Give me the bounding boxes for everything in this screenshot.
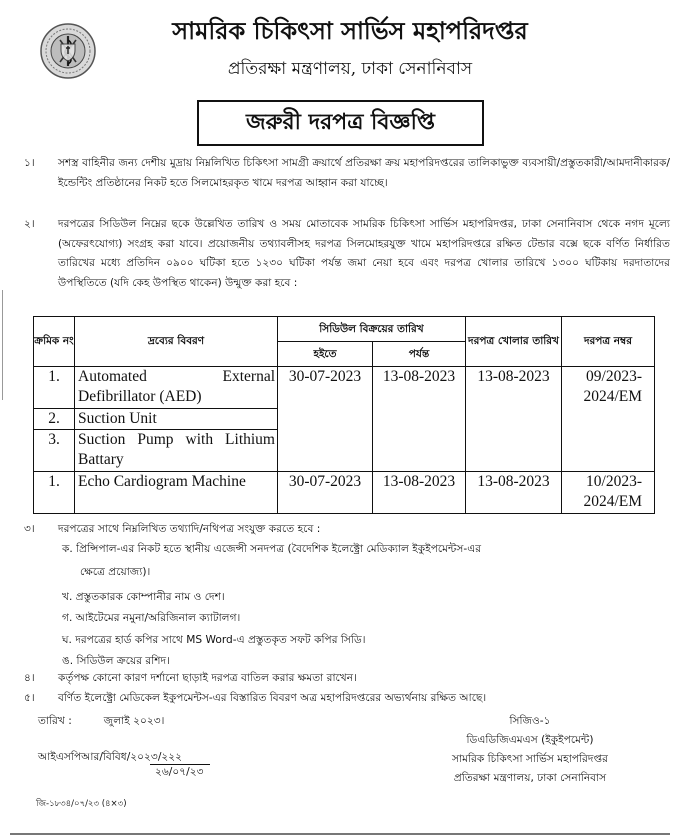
header-tender-no: দরপত্র নম্বর <box>562 317 655 367</box>
paragraph-text: বর্ণিত ইলেক্ট্রো মেডিকেল ইকুপমেন্টস-এর বিস্তারিত বিবরণ অত্র মহাপরিদপ্তরের অভ্যর্থনায় রক্ষিত আছে। <box>58 692 487 704</box>
cell-item: Suction Unit <box>75 409 278 430</box>
requirement-item: ঘ. দরপত্রের হার্ড কপির সাথে MS Word-এ প্রস্তুতকৃত সফট কপির সিডি। <box>62 634 366 646</box>
paragraph-number: ৪। <box>24 672 35 684</box>
table-row <box>34 472 655 514</box>
paragraph-text: দরপত্রের সিডিউল নিম্নের ছকে উল্লেখিত তারিখ ও সময় মোতাবেক সামরিক চিকিৎসা সার্ভিস মহাপরিদপ্তর, ঢাকা সেনানিবাস থেকে নগদ মূল্যে (অফেরৎযোগ্য) সংগ্রহ করা যাবে। প্রয়োজনীয় তথ্যাবলীসহ দরপত্র সিলমোহরযুক্ত খামে মহাপরিদপ্তরে রক্ষিত টেন্ডার বক্সে ছকে বর্ণিত নির্ধারিত তারিখের মধ্যে প্রতিদিন ০৯০০ ঘটিকা হতে ১২৩০ ঘটিকা পর্যন্ত জমা নেয়া হবে এবং দরপত্র খোলার তারিখে ১৩০০ ঘটিকায় দরদাতাদের উপস্থিতিতে (যদি কেহ উপস্থিত থাকেন) উন্মুক্ত করা হবে : <box>58 218 670 289</box>
header-opening: দরপত্র খোলার তারিখ <box>466 317 562 367</box>
cell-serial: 1. <box>34 367 75 409</box>
paragraph-number: ২। <box>24 218 35 230</box>
header-item: দ্রব্যের বিবরণ <box>75 317 278 367</box>
requirement-item: খ. প্রস্তুতকারক কোম্পানীর নাম ও দেশ। <box>62 591 225 603</box>
cell-opening: 13-08-2023 <box>466 472 562 514</box>
signature-line: ডিএডিজিএমএস (ইকুইপমেন্ট) <box>466 734 594 746</box>
notice-banner: জরুরী দরপত্র বিজ্ঞপ্তি <box>197 100 484 146</box>
cell-tender-no: 10/2023-2024/EM <box>562 472 655 514</box>
signature-block <box>400 712 660 788</box>
requirement-item: ঙ. সিডিউল ক্রয়ের রশিদ। <box>62 655 170 667</box>
cell-to: 13-08-2023 <box>373 472 466 514</box>
organization-subtitle: প্রতিরক্ষা মন্ত্রণালয়, ঢাকা সেনানিবাস <box>227 59 473 79</box>
emblem-icon <box>39 22 97 80</box>
signature-line: সিজিও-১ <box>509 715 551 727</box>
issue-date <box>38 712 164 730</box>
header-serial: ক্রমিক নং <box>34 317 75 367</box>
cell-serial: 3. <box>34 430 75 472</box>
scan-edge-line <box>2 290 3 400</box>
cell-serial: 2. <box>34 409 75 430</box>
cell-from: 30-07-2023 <box>278 367 373 472</box>
reference-number: আইএসপিআর/বিবিধ/২০২৩/২২২ <box>38 751 183 763</box>
cell-from: 30-07-2023 <box>278 472 373 514</box>
paragraph-text: দরপত্রের সাথে নিম্নলিখিত তথ্যাদি/নথিপত্র সংযুক্ত করতে হবে : <box>58 523 321 535</box>
date-label: তারিখ : <box>38 715 72 727</box>
signature-line: সামরিক চিকিৎসা সার্ভিস মহাপরিদপ্তর <box>452 753 608 765</box>
paragraph-text: সশস্ত্র বাহিনীর জন্য দেশীয় মুদ্রায় নিম্নলিখিত চিকিৎসা সামগ্রী ক্রয়ার্থে প্রতিরক্ষা ক্রয় মহাপরিদপ্তরের তালিকাভুক্ত ব্যবসায়ী/প্রস্তুতকারী/আমদানীকারক/ইন্ডেন্টিং প্রতিষ্ঠানের নিকট হতে সিলমোহরকৃত খামে দরপত্র আহ্বান করা যাচ্ছে। <box>58 157 670 189</box>
cell-item: Suction Pump with Lithium Battary <box>75 430 278 472</box>
print-code: জি-১৮৩৪/০৭/২৩ (৪×৩) <box>36 799 127 809</box>
requirement-item: গ. আইটেমের নমুনা/অরিজিনাল ক্যাটালগ। <box>62 612 241 624</box>
paragraph-number: ৩। <box>24 523 35 535</box>
date-month: জুলাই ২০২৩। <box>103 715 165 727</box>
header-from: হইতে <box>278 342 373 367</box>
cell-serial: 1. <box>34 472 75 514</box>
scan-edge-line-bottom <box>10 833 670 835</box>
cell-item: Echo Cardiogram Machine <box>75 472 278 514</box>
cell-opening: 13-08-2023 <box>466 367 562 472</box>
reference-date: ২৬/০৭/২৩ <box>155 766 204 778</box>
cell-item: Automated External Defibrillator (AED) <box>75 367 278 409</box>
organization-title: সামরিক চিকিৎসা সার্ভিস মহাপরিদপ্তর <box>172 16 528 45</box>
header-schedule: সিডিউল বিক্রয়ের তারিখ <box>278 317 466 342</box>
tender-table <box>33 316 655 514</box>
requirement-item-cont: ক্ষেত্রে প্রয়োজ্য)। <box>80 566 151 578</box>
table-row <box>34 367 655 409</box>
cell-to: 13-08-2023 <box>373 367 466 472</box>
header-to: পর্যন্ত <box>373 342 466 367</box>
paragraph-number: ১। <box>24 157 35 169</box>
signature-line: প্রতিরক্ষা মন্ত্রণালয়, ঢাকা সেনানিবাস <box>453 772 607 784</box>
cell-tender-no: 09/2023-2024/EM <box>562 367 655 472</box>
requirement-item: ক. প্রিন্সিপাল-এর নিকট হতে স্থানীয় এজেন্সী সনদপত্র (বৈদেশিক ইলেক্ট্রো মেডিক্যাল ইকুইপমেন্টস-এর <box>62 543 482 555</box>
paragraph-text: কর্তৃপক্ষ কোনো কারণ দর্শানো ছাড়াই দরপত্র বাতিল করার ক্ষমতা রাখেন। <box>58 672 357 684</box>
paragraph-number: ৫। <box>24 692 35 704</box>
